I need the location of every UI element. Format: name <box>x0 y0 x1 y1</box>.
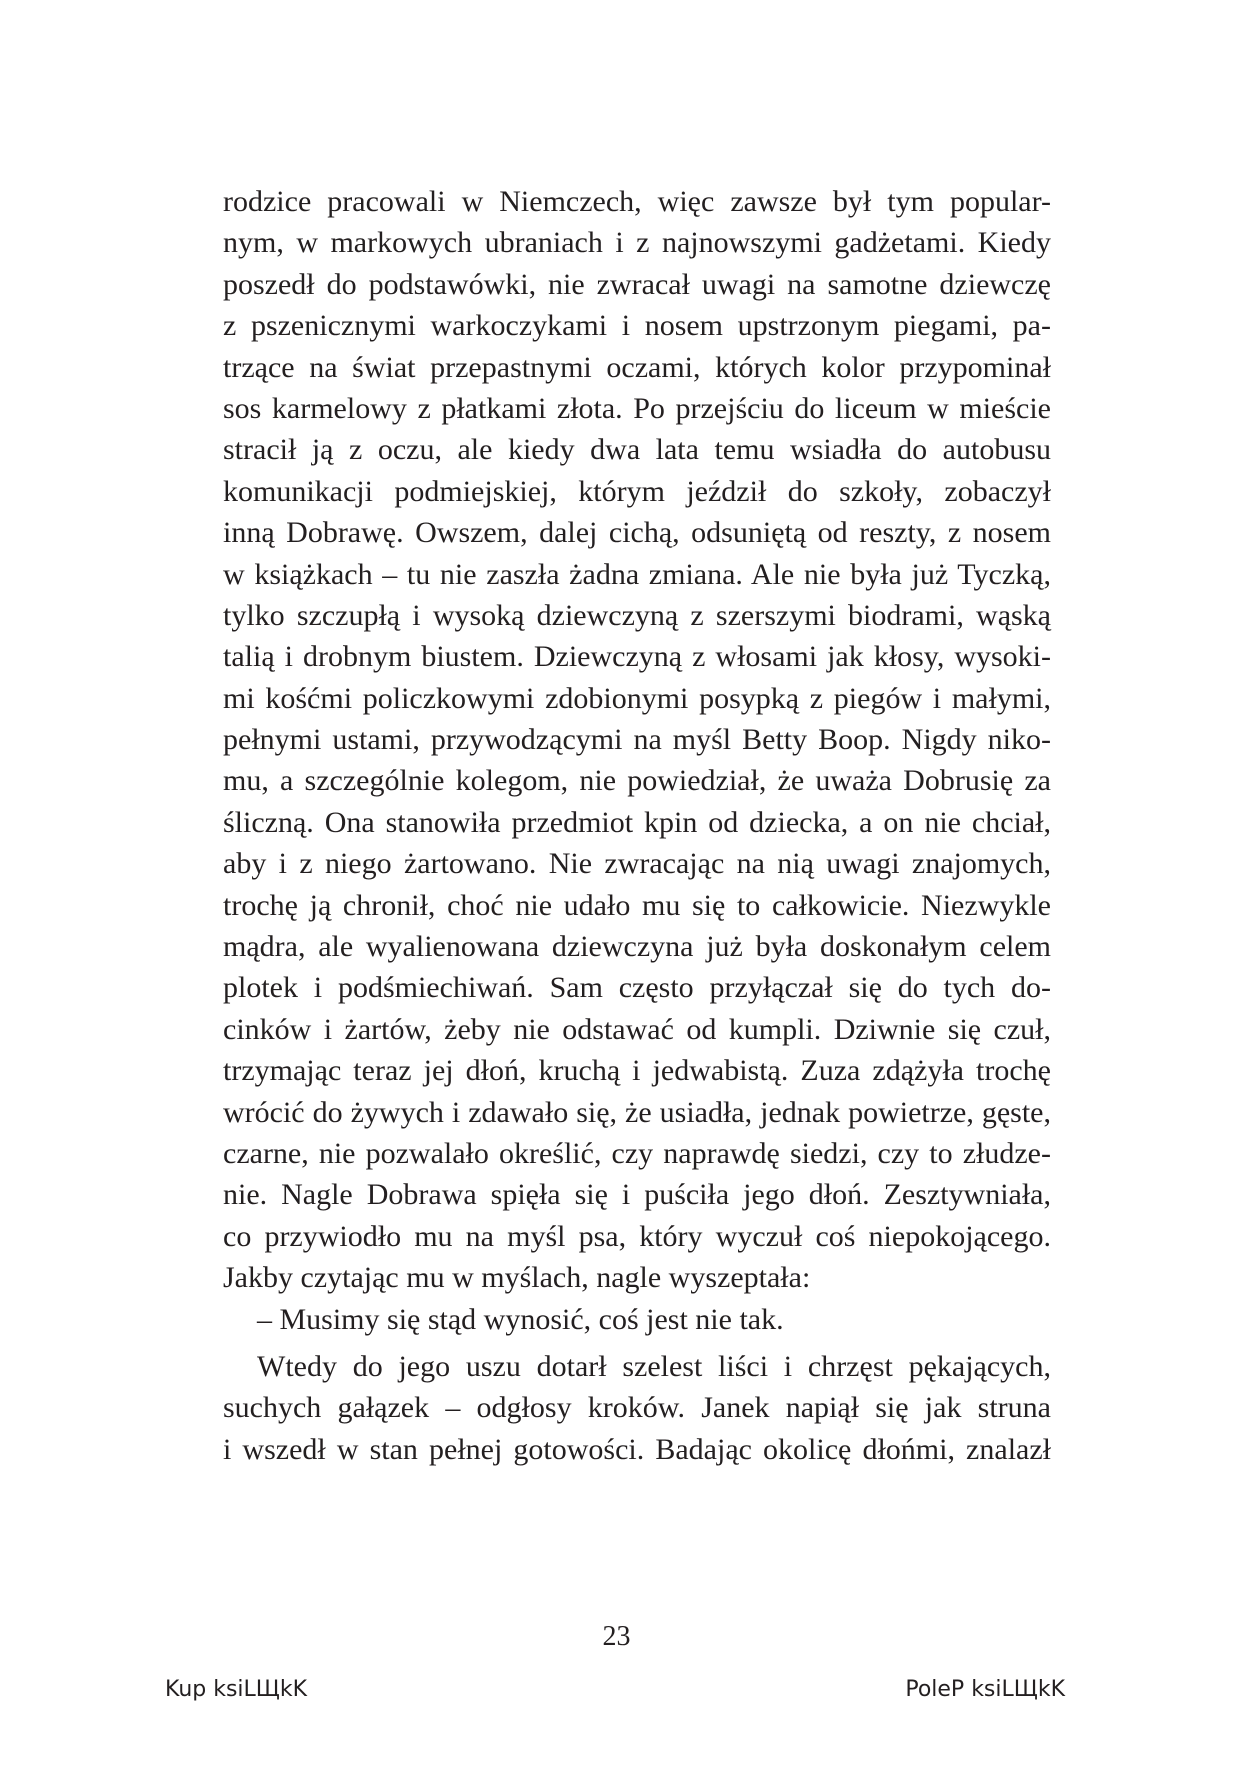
buy-book-link[interactable]: Kup ksiLЩkK <box>165 1677 308 1702</box>
text-line: plotek i podśmiechiwań. Sam często przyłączał się do tych do- <box>223 971 1051 1005</box>
page-text <box>223 181 1051 1470</box>
text-line: trochę ją chronił, choć nie udało mu się to całkowicie. Niezwykle <box>223 888 1051 922</box>
text-line: z pszenicznymi warkoczykami i nosem upstrzonym piegami, pa- <box>223 309 1051 343</box>
text-line: komunikacji podmiejskiej, którym jeździł do szkoły, zobaczył <box>223 474 1051 508</box>
text-line: aby i z niego żartowano. Nie zwracając na nią uwagi znajomych, <box>223 847 1051 881</box>
text-line: Jakby czytając mu w myślach, nagle wyszeptała: <box>223 1261 811 1295</box>
text-line: pełnymi ustami, przywodzącymi na myśl Betty Boop. Nigdy niko- <box>223 723 1051 757</box>
text-line: suchych gałązek – odgłosy kroków. Janek napiął się jak struna <box>223 1391 1051 1425</box>
text-line: mu, a szczególnie kolegom, nie powiedział, że uważa Dobrusię za <box>223 764 1051 798</box>
text-line: rodzice pracowali w Niemczech, więc zawsze był tym popular- <box>223 185 1051 218</box>
dialogue-line: – Musimy się stąd wynosić, coś jest nie tak. <box>257 1302 784 1336</box>
text-line: nym, w markowych ubraniach i z najnowszymi gadżetami. Kiedy <box>223 226 1051 260</box>
text-line: nie. Nagle Dobrawa spięła się i puściła jego dłoń. Zesztywniała, <box>223 1178 1051 1212</box>
text-line: Wtedy do jego uszu dotarł szelest liści i chrzęst pękających, <box>257 1349 1051 1383</box>
text-line: trzące na świat przepastnymi oczami, których kolor przypominał <box>223 350 1051 384</box>
text-line: i wszedł w stan pełnej gotowości. Badając okolicę dłońmi, znalazł <box>223 1432 1051 1466</box>
text-line: mądra, ale wyalienowana dziewczyna już była doskonałym celem <box>223 930 1051 964</box>
text-line: co przywiodło mu na myśl psa, który wyczuł coś niepokojącego. <box>223 1219 1051 1253</box>
text-line: talią i drobnym biustem. Dziewczyną z włosami jak kłosy, wysoki- <box>223 640 1051 674</box>
text-line: w książkach – tu nie zaszła żadna zmiana. Ale nie była już Tyczką, <box>223 557 1051 591</box>
text-line: wrócić do żywych i zdawało się, że usiadła, jednak powietrze, gęste, <box>223 1095 1051 1129</box>
text-line: stracił ją z oczu, ale kiedy dwa lata temu wsiadła do autobusu <box>223 433 1051 467</box>
text-line: cinków i żartów, żeby nie odstawać od kumpli. Dziwnie się czuł, <box>223 1012 1051 1046</box>
text-line: inną Dobrawę. Owszem, dalej cichą, odsuniętą od reszty, z nosem <box>223 516 1051 550</box>
text-line: tylko szczupłą i wysoką dziewczyną z szerszymi biodrami, wąską <box>223 598 1051 632</box>
text-line: poszedł do podstawówki, nie zwracał uwagi na samotne dziewczę <box>223 267 1051 301</box>
recommend-book-link[interactable]: PoleP ksiLЩkK <box>905 1677 1065 1702</box>
text-line: mi kośćmi policzkowymi zdobionymi posypką z piegów i małymi, <box>223 681 1051 715</box>
text-line: trzymając teraz jej dłoń, kruchą i jedwabistą. Zuza zdążyła trochę <box>223 1054 1051 1088</box>
text-line: śliczną. Ona stanowiła przedmiot kpin od dziecka, a on nie chciał, <box>223 805 1051 839</box>
text-line: czarne, nie pozwalało określić, czy naprawdę siedzi, czy to złudze- <box>223 1136 1051 1170</box>
page-number: 23 <box>602 1621 631 1652</box>
text-line: sos karmelowy z płatkami złota. Po przejściu do liceum w mieście <box>223 391 1051 425</box>
